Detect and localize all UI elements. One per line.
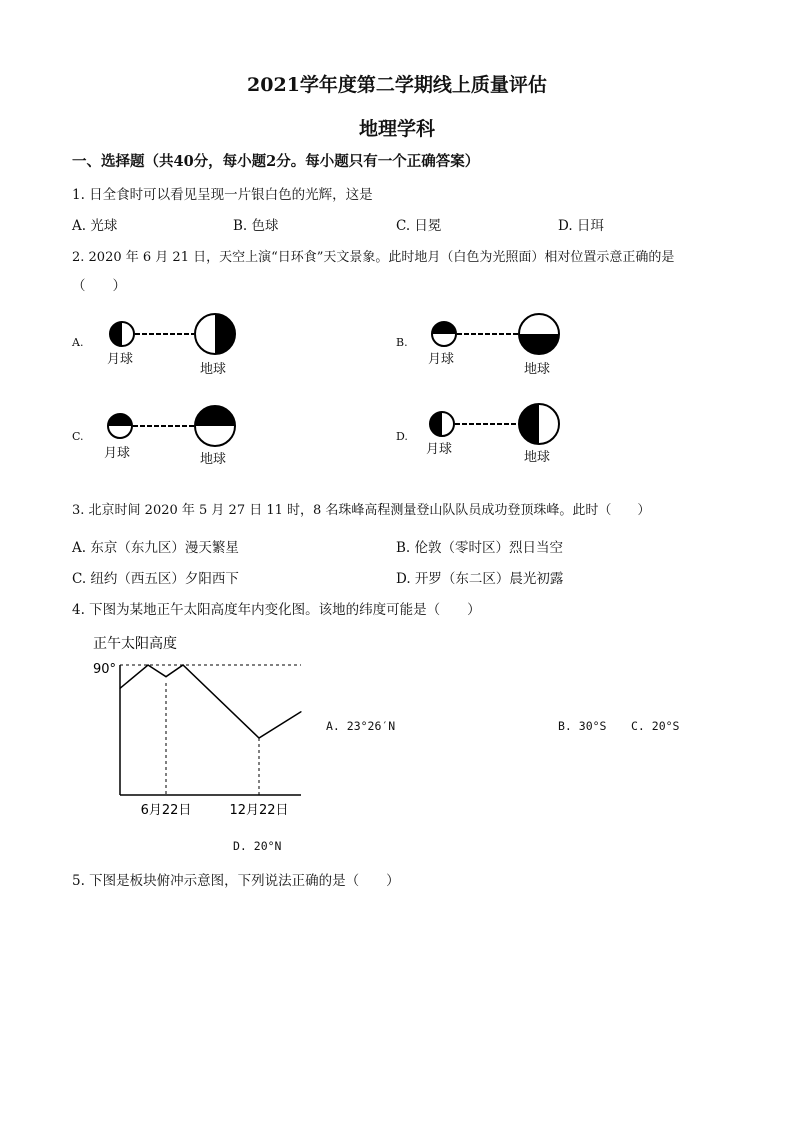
sun-angle-chart [86, 628, 308, 828]
q4-option-c[interactable]: C. 20°S [631, 719, 680, 733]
exam-title: 2021学年度第二学期线上质量评估 [247, 74, 547, 96]
question-1-stem: 1. 日全食时可以看见呈现一片银白色的光辉，这是 [72, 187, 373, 203]
q1-option-a[interactable]: A. 光球 [72, 218, 118, 234]
q2-option-d-diagram [424, 398, 574, 468]
series-line [120, 665, 301, 738]
q3-option-c[interactable]: C. 纽约（西五区）夕阳西下 [72, 571, 239, 587]
q2-a-moon-label: 月球 [107, 352, 134, 367]
q2-a-earth-label: 地球 [200, 362, 227, 377]
chart-y-tick-90: 90° [93, 662, 117, 677]
q2-option-b-letter[interactable]: B. [396, 336, 408, 349]
q2-option-a-letter[interactable]: A. [72, 336, 84, 349]
q1-option-b[interactable]: B. 色球 [233, 218, 279, 234]
q2-option-a-diagram [100, 308, 250, 378]
q4-option-b[interactable]: B. 30°S [558, 719, 607, 733]
question-3-stem: 3. 北京时间 2020 年 5 月 27 日 11 时，8 名珠峰高程测量登山队队员成功登顶珠峰。此时（ ） [72, 503, 651, 518]
moon-shadow [108, 414, 132, 426]
q4-option-d[interactable]: D. 20°N [233, 839, 282, 853]
q2-option-b-diagram [424, 308, 574, 378]
moon-shadow [430, 412, 442, 436]
earth-shadow [195, 406, 235, 426]
earth-shadow [215, 314, 235, 354]
series-point [182, 664, 183, 665]
question-4-stem: 4. 下图为某地正午太阳高度年内变化图。该地的纬度可能是（ ） [72, 602, 481, 618]
series-point [119, 688, 120, 689]
subject-title: 地理学科 [358, 118, 435, 140]
series-point [300, 711, 301, 712]
chart-ylabel: 正午太阳高度 [93, 636, 177, 652]
section-heading: 一、选择题（共40分，每小题2分。每小题只有一个正确答案） [72, 153, 480, 170]
question-5-stem: 5. 下图是板块俯冲示意图，下列说法正确的是（ ） [72, 873, 400, 889]
question-2-paren: （ ） [72, 278, 126, 294]
series-point [258, 737, 259, 738]
earth-shadow [519, 404, 539, 444]
q2-d-earth-label: 地球 [524, 450, 551, 465]
chart-series [119, 664, 301, 738]
q3-option-d[interactable]: D. 开罗（东二区）晨光初露 [396, 571, 564, 587]
q2-option-c-letter[interactable]: C. [72, 430, 84, 443]
moon-shadow [110, 322, 122, 346]
q1-option-d[interactable]: D. 日珥 [558, 218, 604, 234]
q2-b-moon-label: 月球 [428, 352, 455, 367]
q3-option-b[interactable]: B. 伦敦（零时区）烈日当空 [396, 540, 564, 556]
q2-c-earth-label: 地球 [200, 452, 227, 467]
q2-d-moon-label: 月球 [426, 442, 453, 457]
q3-option-a[interactable]: A. 东京（东九区）漫天繁星 [72, 540, 239, 556]
chart-x-tick-december: 12月22日 [229, 803, 289, 818]
question-2-stem: 2. 2020 年 6 月 21 日，天空上演“日环食”天文景象。此时地月（白色为光照面）相对位置示意正确的是 [72, 250, 675, 265]
q2-c-moon-label: 月球 [104, 446, 131, 461]
moon-shadow [432, 322, 456, 334]
q4-option-a[interactable]: A. 23°26′N [326, 719, 396, 733]
earth-shadow [519, 334, 559, 354]
q1-option-c[interactable]: C. 日冕 [396, 218, 442, 234]
q2-option-d-letter[interactable]: D. [396, 430, 408, 443]
series-point [147, 664, 148, 665]
chart-x-tick-june: 6月22日 [140, 803, 192, 818]
q2-b-earth-label: 地球 [524, 362, 551, 377]
series-point [165, 676, 166, 677]
